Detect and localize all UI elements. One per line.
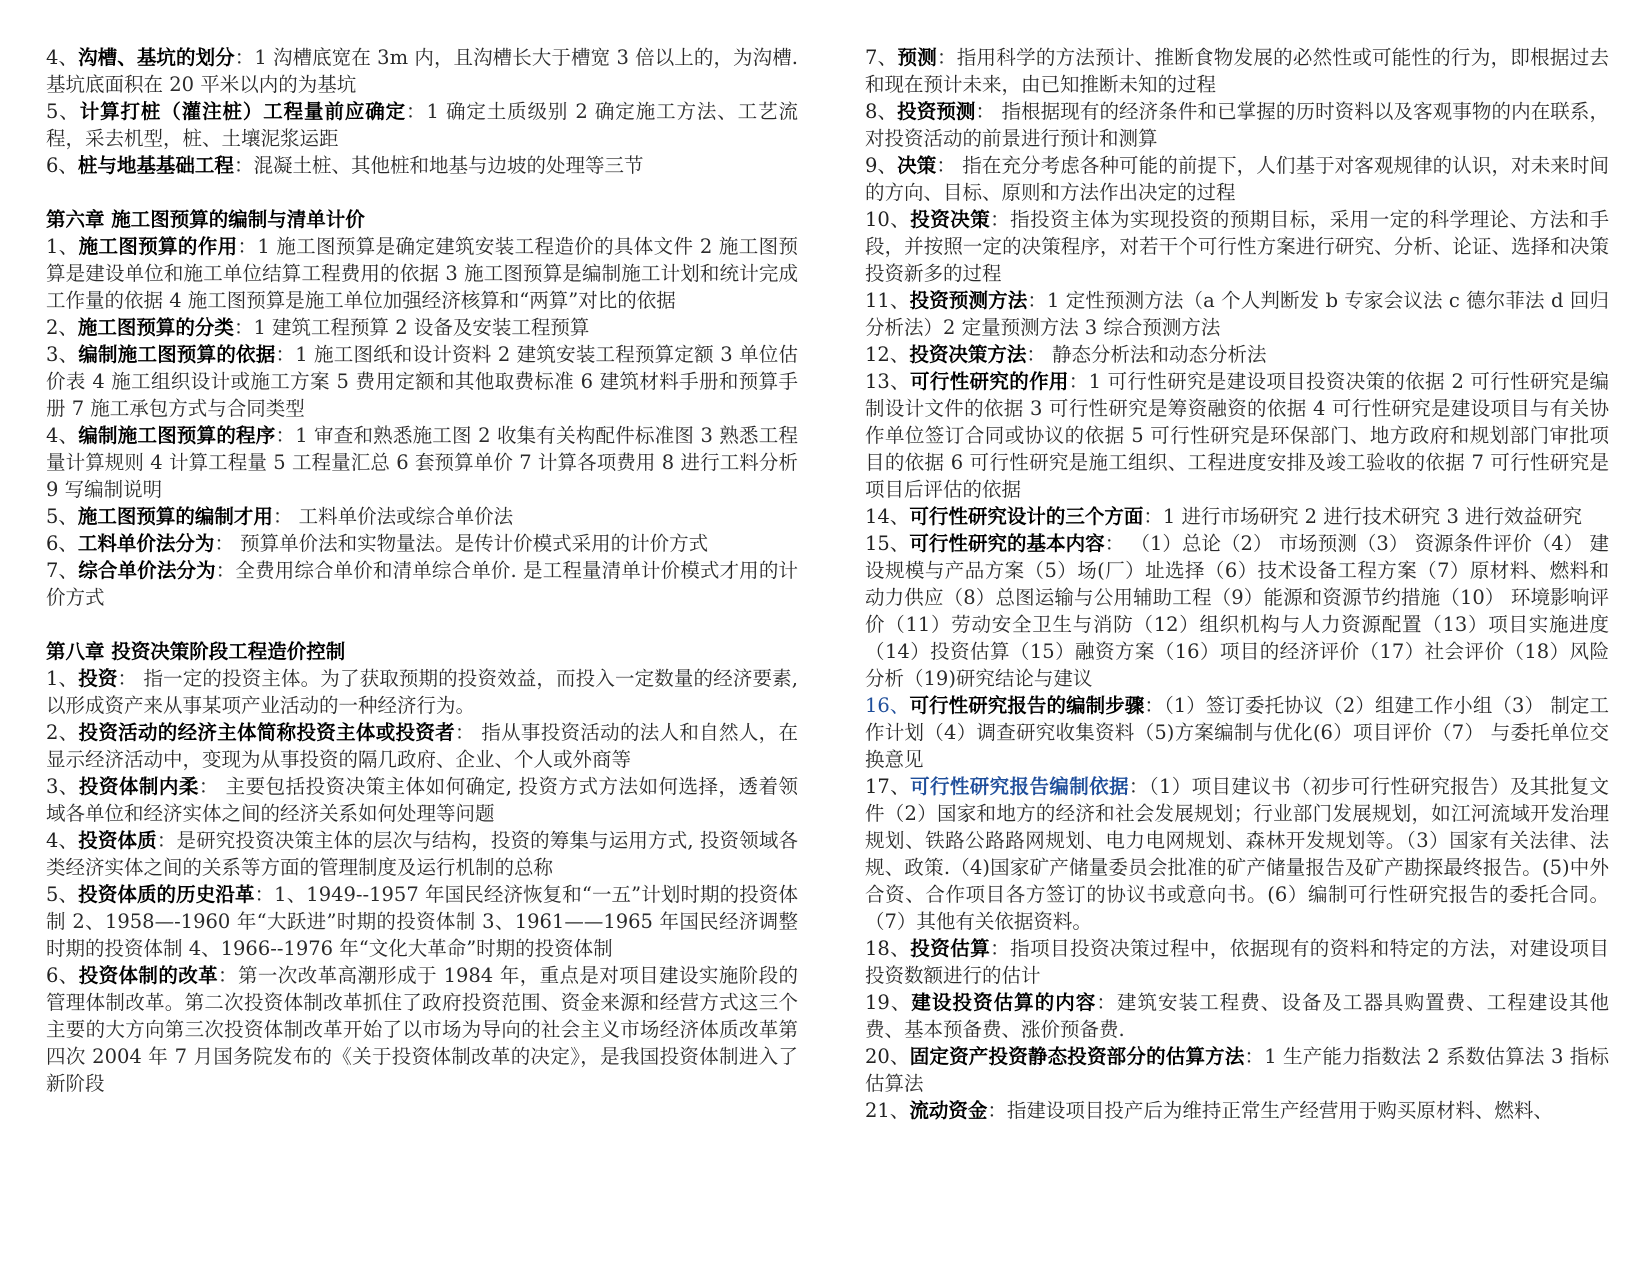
list-item [46,773,798,827]
item-term: 桩与地基基础工程 [77,154,234,177]
item-term: 投资估算 [910,937,991,960]
left-top-items [46,44,798,179]
list-item [46,530,798,557]
item-number: 2、 [46,316,78,339]
item-body: ：1 施工图纸和设计资料 2 建筑安装工程预算定额 3 单位估价表 4 施工组织设计或施工方案 5 费用定额和其他取费标准 6 建筑材料手册和预算手册 7 施工承包方式与合同类型 [46,343,798,420]
item-term: 可行性研究设计的三个方面 [909,505,1144,528]
chapter-6-heading: 第六章 施工图预算的编制与清单计价 [46,208,365,231]
item-term: 编制施工图预算的程序 [78,424,276,447]
item-term: 沟槽、基坑的划分 [78,46,235,69]
item-body: ：指用科学的方法预计、推断食物发展的必然性或可能性的行为，即根据过去和现在预计未来，由已知推断未知的过程 [865,46,1609,96]
item-term: 流动资金 [909,1099,988,1122]
list-item [46,719,798,773]
item-term: 编制施工图预算的依据 [78,343,276,366]
item-body: ：1 建筑工程预算 2 设备及安装工程预算 [233,316,590,339]
item-body: ：建筑安装工程费、设备及工器具购置费、工程建设其他费、基本预备费、涨价预备费. [865,991,1609,1041]
list-item [865,1097,1609,1124]
item-number: 20、 [865,1045,910,1068]
list-item [865,935,1609,989]
item-number: 4、 [46,424,79,447]
item-term: 决策 [897,154,937,177]
item-term: 投资预测方法 [909,289,1028,312]
item-term: 可行性研究的基本内容 [909,532,1105,555]
item-number: 13、 [865,370,911,393]
item-number: 7、 [865,46,898,69]
list-item [865,773,1609,935]
item-body: ：是研究投资决策主体的层次与结构，投资的筹集与运用方式, 投资领域各类经济实体之间的关系等方面的管理制度及运行机制的总称 [46,829,798,879]
item-term: 可行性研究报告的编制步骤 [909,694,1145,717]
item-term: 建设投资估算的内容 [911,991,1097,1014]
item-term: 投资体制的改革 [78,964,219,987]
list-item [865,341,1609,368]
item-number: 5、 [46,883,79,906]
item-number: 5、 [46,505,78,528]
item-number: 10、 [865,208,911,231]
item-number: 11、 [865,289,910,312]
item-term: 投资体质 [78,829,157,852]
item-number: 1、 [46,235,79,258]
list-item [46,827,798,881]
list-item [46,314,798,341]
list-item [46,98,798,152]
item-term: 工料单价法分为 [77,532,215,555]
list-item [865,530,1609,692]
item-body: ： 静态分析法和动态分析法 [1026,343,1267,366]
item-term: 预测 [897,46,937,69]
list-item [865,503,1609,530]
item-body: ：指建设项目投产后为维持正常生产经营用于购买原材料、燃料、 [987,1099,1553,1122]
item-number: 6、 [46,154,78,177]
list-item [46,881,798,962]
item-term: 固定资产投资静态投资部分的估算方法 [909,1045,1245,1068]
right-column [865,44,1609,1124]
item-body: ：指投资主体为实现投资的预期目标，采用一定的科学理论、方法和手段，并按照一定的决策程序，对若干个可行性方案进行研究、分析、论证、选择和决策投资新多的过程 [865,208,1609,285]
item-number: 5、 [46,100,80,123]
item-number: 19、 [865,991,912,1014]
item-body: ：1 可行性研究是建设项目投资决策的依据 2 可行性研究是编制设计文件的依据 3 可行性研究是筹资融资的依据 4 可行性研究是建设项目与有关协作单位签订合同或协议的依据 5 可行性研究是环保部门、地方政府和规划部门审批项目的依据 6 可行性研究是施工组织、工程进度安排及竣工验收的依据 7 可行性研究是项目后评估的依据 [865,370,1609,501]
item-body: ： 工料单价法或综合单价法 [272,505,514,528]
item-term: 施工图预算的编制才用 [77,505,273,528]
item-body: ：全费用综合单价和清单综合单价. 是工程量清单计价模式才用的计价方式 [46,559,798,609]
list-item [46,503,798,530]
item-term: 施工图预算的分类 [77,316,234,339]
chapter-8-items [46,665,798,1097]
item-number: 1、 [46,667,79,690]
list-item [46,422,798,503]
item-body: ：1 施工图预算是确定建筑安装工程造价的具体文件 2 施工图预算是建设单位和施工单位结算工程费用的依据 3 施工图预算是编制施工计划和统计完成工作量的依据 4 施工图预算是施工单位加强经济核算和“两算”对比的依据 [46,235,798,312]
right-items [865,44,1609,1124]
list-item [865,152,1609,206]
list-item [865,692,1609,773]
item-body: ： 主要包括投资决策主体如何确定, 投资方式方法如何选择，透着领域各单位和经济实体之间的经济关系如何处理等问题 [46,775,798,825]
item-body: ：1 审查和熟悉施工图 2 收集有关构配件标准图 3 熟悉工程量计算规则 4 计算工程量 5 工程量汇总 6 套预算单价 7 计算各项费用 8 进行工料分析 9 写编制说明 [46,424,798,501]
item-body: ：1 沟槽底宽在 3m 内，且沟槽长大于槽宽 3 倍以上的，为沟槽. 基坑底面积在 20 平米以内的为基坑 [46,46,798,96]
item-body: ： 预算单价法和实物量法。是传计价模式采用的计价方式 [214,532,709,555]
item-term: 施工图预算的作用 [78,235,238,258]
item-term: 可行性研究的作用 [910,370,1069,393]
item-term: 可行性研究报告编制依据 [910,775,1129,798]
item-body: ： （1）总论（2） 市场预测（3） 资源条件评价（4） 建设规模与产品方案（5）场(厂）址选择（6）技术设备工程方案（7）原材料、燃料和动力供应（8）总图运输与公用辅助工程（9）能源和资源节约措施（10） 环境影响评价（11）劳动安全卫生与消防（12）组织机构与人力资源配置（13）项目实施进度（14）投资估算（15）融资方案（16）项目的经济评价（17）社会评价（18）风险分析（19)研究结论与建议 [865,532,1609,690]
item-term: 投资体质的历史沿革 [78,883,255,906]
item-body: ：1 确定土质级别 2 确定施工方法、工艺流程，采去机型，桩、土壤泥浆运距 [46,100,798,150]
item-number: 18、 [865,937,911,960]
list-item [865,1043,1609,1097]
item-number: 6、 [46,964,79,987]
list-item [46,44,798,98]
item-body: ：1 定性预测方法（a 个人判断发 b 专家会议法 c 德尔菲法 d 回归分析法）2 定量预测方法 3 综合预测方法 [865,289,1609,339]
item-body: ：（1）项目建议书（初步可行性研究报告）及其批复文件（2）国家和地方的经济和社会发展规划；行业部门发展规划，如江河流域开发治理规划、铁路公路路网规划、电力电网规划、森林开发规划等。（3）国家有关法律、法规、政策.（4)国家矿产储量委员会批准的矿产储量报告及矿产勘探最终报告。(5)中外合资、合作项目各方签订的协议书或意向书。(6）编制可行性研究报告的委托合同。（7）其他有关依据资料。 [865,775,1609,933]
item-body: ：1 生产能力指数法 2 系数估算法 3 指标估算法 [865,1045,1609,1095]
item-number: 2、 [46,721,79,744]
item-number: 4、 [46,829,79,852]
item-number: 6、 [46,532,78,555]
item-body: ：（1）签订委托协议（2）组建工作小组（3） 制定工作计划（4）调查研究收集资料（5)方案编制与优化(6）项目评价（7） 与委托单位交换意见 [865,694,1609,771]
list-item [46,152,798,179]
item-body: ：第一次改革高潮形成于 1984 年，重点是对项目建设实施阶段的管理体制改革。第二次投资体制改革抓住了政府投资范围、资金来源和经营方式这三个主要的大方向第三次投资体制改革开始了以市场为导向的社会主义市场经济体质改革第四次 2004 年 7 月国务院发布的《关于投资体制改革的决定》，是我国投资体制进入了新阶段 [46,964,798,1095]
item-number: 8、 [865,100,898,123]
item-number: 3、 [46,775,79,798]
list-item [865,989,1609,1043]
list-item [865,206,1609,287]
item-number: 16、 [865,694,910,717]
list-item [46,233,798,314]
item-term: 投资决策 [910,208,991,231]
list-item [865,287,1609,341]
item-number: 7、 [46,559,79,582]
list-item [46,665,798,719]
item-term: 投资决策方法 [909,343,1027,366]
item-number: 21、 [865,1099,910,1122]
item-number: 14、 [865,505,910,528]
chapter-8-heading: 第八章 投资决策阶段工程造价控制 [46,640,346,663]
list-item [865,44,1609,98]
list-item [46,557,798,611]
item-body: ： 指一定的投资主体。为了获取预期的投资效益，而投入一定数量的经济要素, 以形成资产来从事某项产业活动的一种经济行为。 [46,667,798,717]
left-column [46,44,798,1097]
item-body: ： 指从事投资活动的法人和自然人，在显示经济活动中，变现为从事投资的隔几政府、企业、个人或外商等 [46,721,798,771]
item-number: 9、 [865,154,898,177]
item-body: ：混凝土桩、其他桩和地基与边坡的处理等三节 [233,154,644,177]
list-item [46,962,798,1097]
item-body: ： 指在充分考虑各种可能的前提下，人们基于对客观规律的认识，对未来时间的方向、目标、原则和方法作出决定的过程 [865,154,1609,204]
item-term: 投资体制内柔 [78,775,199,798]
item-number: 15、 [865,532,910,555]
item-term: 计算打桩（灌注桩）工程量前应确定 [79,100,407,123]
list-item [865,98,1609,152]
chapter-6-items [46,233,798,611]
item-term: 投资 [78,667,118,690]
list-item [865,368,1609,503]
list-item [46,341,798,422]
item-term: 综合单价法分为 [78,559,216,582]
item-number: 3、 [46,343,79,366]
item-term: 投资活动的经济主体简称投资主体或投资者 [78,721,455,744]
item-number: 4、 [46,46,79,69]
item-body: ：1 进行市场研究 2 进行技术研究 3 进行效益研究 [1143,505,1583,528]
item-number: 17、 [865,775,911,798]
item-term: 投资预测 [897,100,976,123]
item-number: 12、 [865,343,910,366]
item-body: ： 指根据现有的经济条件和已掌握的历时资料以及客观事物的内在联系，对投资活动的前景进行预计和测算 [865,100,1609,150]
item-body: ：指项目投资决策过程中，依据现有的资料和特定的方法，对建设项目投资数额进行的估计 [865,937,1609,987]
item-body: ：1、1949--1957 年国民经济恢复和“一五”计划时期的投资体制 2、1958—-1960 年“大跃进”时期的投资体制 3、1961——1965 年国民经济调整时期的投资体制 4、1966--1976 年“文化大革命”时期的投资体制 [46,883,798,960]
